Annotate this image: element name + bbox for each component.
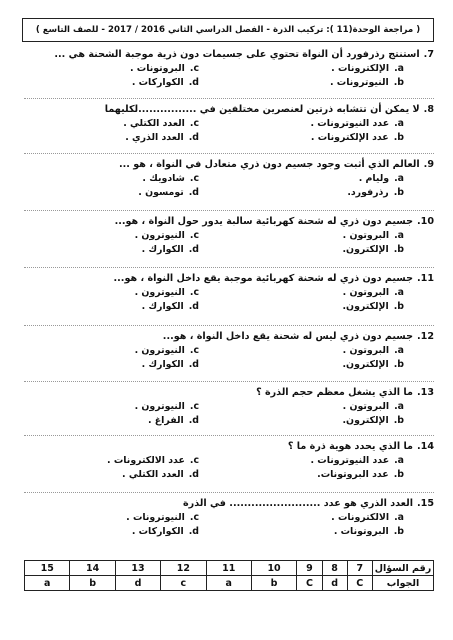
question-block	[24, 330, 434, 372]
answer-option[interactable]	[24, 62, 229, 76]
options-grid	[24, 229, 434, 257]
option-letter: b.	[393, 187, 404, 198]
question-number: 7.	[423, 49, 434, 60]
question-stem	[24, 272, 434, 286]
answer-cell: c	[161, 576, 206, 591]
option-letter: d.	[188, 187, 199, 198]
answer-option[interactable]	[24, 358, 229, 372]
option-letter: c.	[189, 345, 199, 356]
option-text: الكوارك .	[141, 359, 184, 370]
answer-question-number: 10	[251, 561, 296, 576]
question-block	[24, 440, 434, 482]
question-separator	[24, 267, 434, 268]
answer-option[interactable]	[229, 468, 434, 482]
option-text: الإلكترون.	[342, 244, 389, 255]
answer-option[interactable]	[24, 414, 229, 428]
options-grid	[24, 172, 434, 200]
option-letter: d.	[188, 132, 199, 143]
answer-option[interactable]	[229, 286, 434, 300]
question-stem	[24, 330, 434, 344]
answer-option[interactable]	[229, 76, 434, 90]
option-letter: a.	[394, 455, 404, 466]
option-text: البروتون .	[342, 401, 390, 412]
answer-option[interactable]	[229, 525, 434, 539]
answer-option[interactable]	[24, 300, 229, 314]
question-text: جسيم دون ذري له شحنة كهربائية سالبة يدور حول النواة ، هو...	[114, 216, 413, 227]
options-grid	[24, 511, 434, 539]
answer-cell: d	[115, 576, 160, 591]
question-text: جسيم دون ذري ليس له شحنة يقع داخل النواة ، هو...	[162, 331, 413, 342]
answer-cell: C	[297, 576, 322, 591]
answer-option[interactable]	[229, 300, 434, 314]
option-text: وليام .	[358, 173, 390, 184]
answer-option[interactable]	[229, 511, 434, 525]
answer-question-number: 8	[322, 561, 347, 576]
option-text: عدد الإلكترونات .	[310, 132, 389, 143]
answer-option[interactable]	[229, 358, 434, 372]
option-text: النيوترون .	[134, 287, 185, 298]
answer-option[interactable]	[229, 229, 434, 243]
options-grid	[24, 117, 434, 145]
option-text: الكواركات .	[131, 77, 184, 88]
option-text: الإلكترون.	[342, 301, 389, 312]
question-block	[24, 48, 434, 90]
answer-option[interactable]	[24, 344, 229, 358]
question-number: 12.	[416, 331, 434, 342]
answer-question-number: 12	[161, 561, 206, 576]
answer-option[interactable]	[229, 186, 434, 200]
answer-option[interactable]	[229, 344, 434, 358]
answer-option[interactable]	[24, 286, 229, 300]
answer-option[interactable]	[24, 525, 229, 539]
question-stem	[24, 215, 434, 229]
question-text: ما الذي يحدد هوية ذرة ما ؟	[287, 441, 413, 452]
question-separator	[24, 153, 434, 154]
question-stem	[24, 158, 434, 172]
option-letter: d.	[188, 301, 199, 312]
option-letter: d.	[188, 415, 199, 426]
answer-option[interactable]	[24, 468, 229, 482]
option-text: تومسون .	[138, 187, 184, 198]
answer-option[interactable]	[24, 454, 229, 468]
question-stem	[24, 440, 434, 454]
question-number: 13.	[416, 387, 434, 398]
question-number: 11.	[416, 273, 434, 284]
option-letter: d.	[188, 526, 199, 537]
option-letter: b.	[393, 415, 404, 426]
option-text: عدد البروتونات.	[317, 469, 389, 480]
option-text: النيوترونات .	[126, 512, 185, 523]
answer-option[interactable]	[24, 400, 229, 414]
question-block	[24, 103, 434, 145]
option-letter: a.	[394, 401, 404, 412]
option-text: عدد النيوترونات .	[310, 455, 390, 466]
option-letter: a.	[394, 230, 404, 241]
option-text: العدد الكتلي .	[123, 118, 185, 129]
option-text: الكوارك .	[141, 301, 184, 312]
option-letter: b.	[393, 359, 404, 370]
option-text: البروتون .	[342, 345, 390, 356]
option-letter: c.	[189, 118, 199, 129]
question-number-header: رقم السؤال	[373, 561, 434, 576]
option-text: البروتونات .	[333, 526, 389, 537]
answer-cell: a	[206, 576, 251, 591]
answer-question-number: 15	[25, 561, 70, 576]
option-text: البروتون .	[342, 287, 390, 298]
question-text: استنتج رذرفورد أن النواة تحتوي على جسيمات دون ذرية موجبة الشحنة هي ...	[54, 49, 420, 60]
options-grid	[24, 454, 434, 482]
option-text: رذرفورد.	[347, 187, 389, 198]
answer-table-answers-row	[25, 576, 434, 591]
answer-question-number: 14	[70, 561, 115, 576]
option-letter: b.	[393, 526, 404, 537]
option-letter: c.	[189, 401, 199, 412]
option-text: الإلكترونات .	[331, 63, 390, 74]
question-stem	[24, 386, 434, 400]
worksheet-header: ( مراجعة الوحدة(11 ): تركيب الذرة - الفصل الدراسي الثاني 2016 / 2017 - للصف التاسع )	[22, 18, 434, 42]
question-number: 8.	[423, 104, 434, 115]
option-text: العدد الذري .	[125, 132, 184, 143]
answer-table-numbers-row	[25, 561, 434, 576]
answer-cell: b	[251, 576, 296, 591]
answer-option[interactable]	[24, 76, 229, 90]
option-letter: d.	[188, 244, 199, 255]
answer-option[interactable]	[229, 454, 434, 468]
option-text: الكواركات .	[131, 526, 184, 537]
option-letter: b.	[393, 469, 404, 480]
options-grid	[24, 344, 434, 372]
option-text: النيوترون .	[134, 345, 185, 356]
question-separator	[24, 381, 434, 382]
options-grid	[24, 286, 434, 314]
option-letter: b.	[393, 301, 404, 312]
option-letter: c.	[189, 455, 199, 466]
answer-option[interactable]	[229, 117, 434, 131]
option-letter: d.	[188, 77, 199, 88]
option-letter: c.	[189, 173, 199, 184]
answer-cell: b	[70, 576, 115, 591]
option-text: عدد النيوترونات .	[310, 118, 390, 129]
option-letter: a.	[394, 173, 404, 184]
answer-header: الجواب	[373, 576, 434, 591]
answer-option[interactable]	[229, 243, 434, 257]
answer-cell: C	[347, 576, 372, 591]
answer-question-number: 11	[206, 561, 251, 576]
answer-option[interactable]	[24, 511, 229, 525]
question-stem	[24, 48, 434, 62]
option-letter: c.	[189, 230, 199, 241]
option-text: النيوترون .	[134, 401, 185, 412]
options-grid	[24, 400, 434, 428]
answer-question-number: 13	[115, 561, 160, 576]
option-letter: a.	[394, 287, 404, 298]
answer-table	[24, 560, 434, 591]
question-block	[24, 158, 434, 200]
option-text: الإلكترون.	[342, 415, 389, 426]
answer-option[interactable]	[24, 117, 229, 131]
option-letter: a.	[394, 63, 404, 74]
question-text: العدد الذري هو عدد ......................... في الذرة	[183, 498, 413, 509]
question-separator	[24, 435, 434, 436]
option-letter: b.	[393, 77, 404, 88]
question-number: 15.	[416, 498, 434, 509]
answer-option[interactable]	[24, 131, 229, 145]
question-text: العالم الذي أثبت وجود جسيم دون ذري متعادل في النواة ، هو ...	[118, 159, 420, 170]
option-text: النيوترون .	[134, 230, 185, 241]
option-text: البروتونات .	[129, 63, 185, 74]
question-block	[24, 215, 434, 257]
question-separator	[24, 492, 434, 493]
option-text: الفراغ .	[147, 415, 184, 426]
option-letter: a.	[394, 345, 404, 356]
answer-option[interactable]	[229, 62, 434, 76]
option-text: عدد الالكترونات .	[107, 455, 185, 466]
option-letter: c.	[189, 63, 199, 74]
question-stem	[24, 103, 434, 117]
option-letter: a.	[394, 118, 404, 129]
options-grid	[24, 62, 434, 90]
question-block	[24, 386, 434, 428]
question-number: 9.	[423, 159, 434, 170]
answer-question-number: 9	[297, 561, 322, 576]
answer-option[interactable]	[229, 172, 434, 186]
option-letter: b.	[393, 132, 404, 143]
question-separator	[24, 325, 434, 326]
question-text: ما الذي يشغل معظم حجم الذرة ؟	[256, 387, 413, 398]
answer-cell: a	[25, 576, 70, 591]
option-letter: d.	[188, 359, 199, 370]
answer-cell: d	[322, 576, 347, 591]
option-text: الالكترونات .	[331, 512, 390, 523]
answer-option[interactable]	[24, 172, 229, 186]
question-block	[24, 497, 434, 539]
option-letter: c.	[189, 512, 199, 523]
answer-option[interactable]	[24, 186, 229, 200]
question-separator	[24, 98, 434, 99]
answer-option[interactable]	[24, 229, 229, 243]
option-text: البروتون .	[342, 230, 390, 241]
answer-question-number: 7	[347, 561, 372, 576]
question-number: 14.	[416, 441, 434, 452]
question-number: 10.	[416, 216, 434, 227]
question-text: جسيم دون ذري له شحنة كهربائية موجبة يقع داخل النواة ، هو...	[113, 273, 413, 284]
option-text: الإلكترون.	[342, 359, 389, 370]
question-separator	[24, 210, 434, 211]
answer-option[interactable]	[229, 131, 434, 145]
option-letter: d.	[188, 469, 199, 480]
option-letter: a.	[394, 512, 404, 523]
option-text: النيوترونات .	[329, 77, 389, 88]
option-text: العدد الكتلي .	[122, 469, 184, 480]
answer-option[interactable]	[229, 400, 434, 414]
question-stem	[24, 497, 434, 511]
option-letter: c.	[189, 287, 199, 298]
option-text: شادويك .	[142, 173, 185, 184]
answer-option[interactable]	[229, 414, 434, 428]
answer-option[interactable]	[24, 243, 229, 257]
question-block	[24, 272, 434, 314]
option-text: الكوارك .	[141, 244, 184, 255]
question-text: لا يمكن أن تتشابه ذرتين لعنصرين مختلفين في ................لكليهما	[104, 104, 420, 115]
option-letter: b.	[393, 244, 404, 255]
